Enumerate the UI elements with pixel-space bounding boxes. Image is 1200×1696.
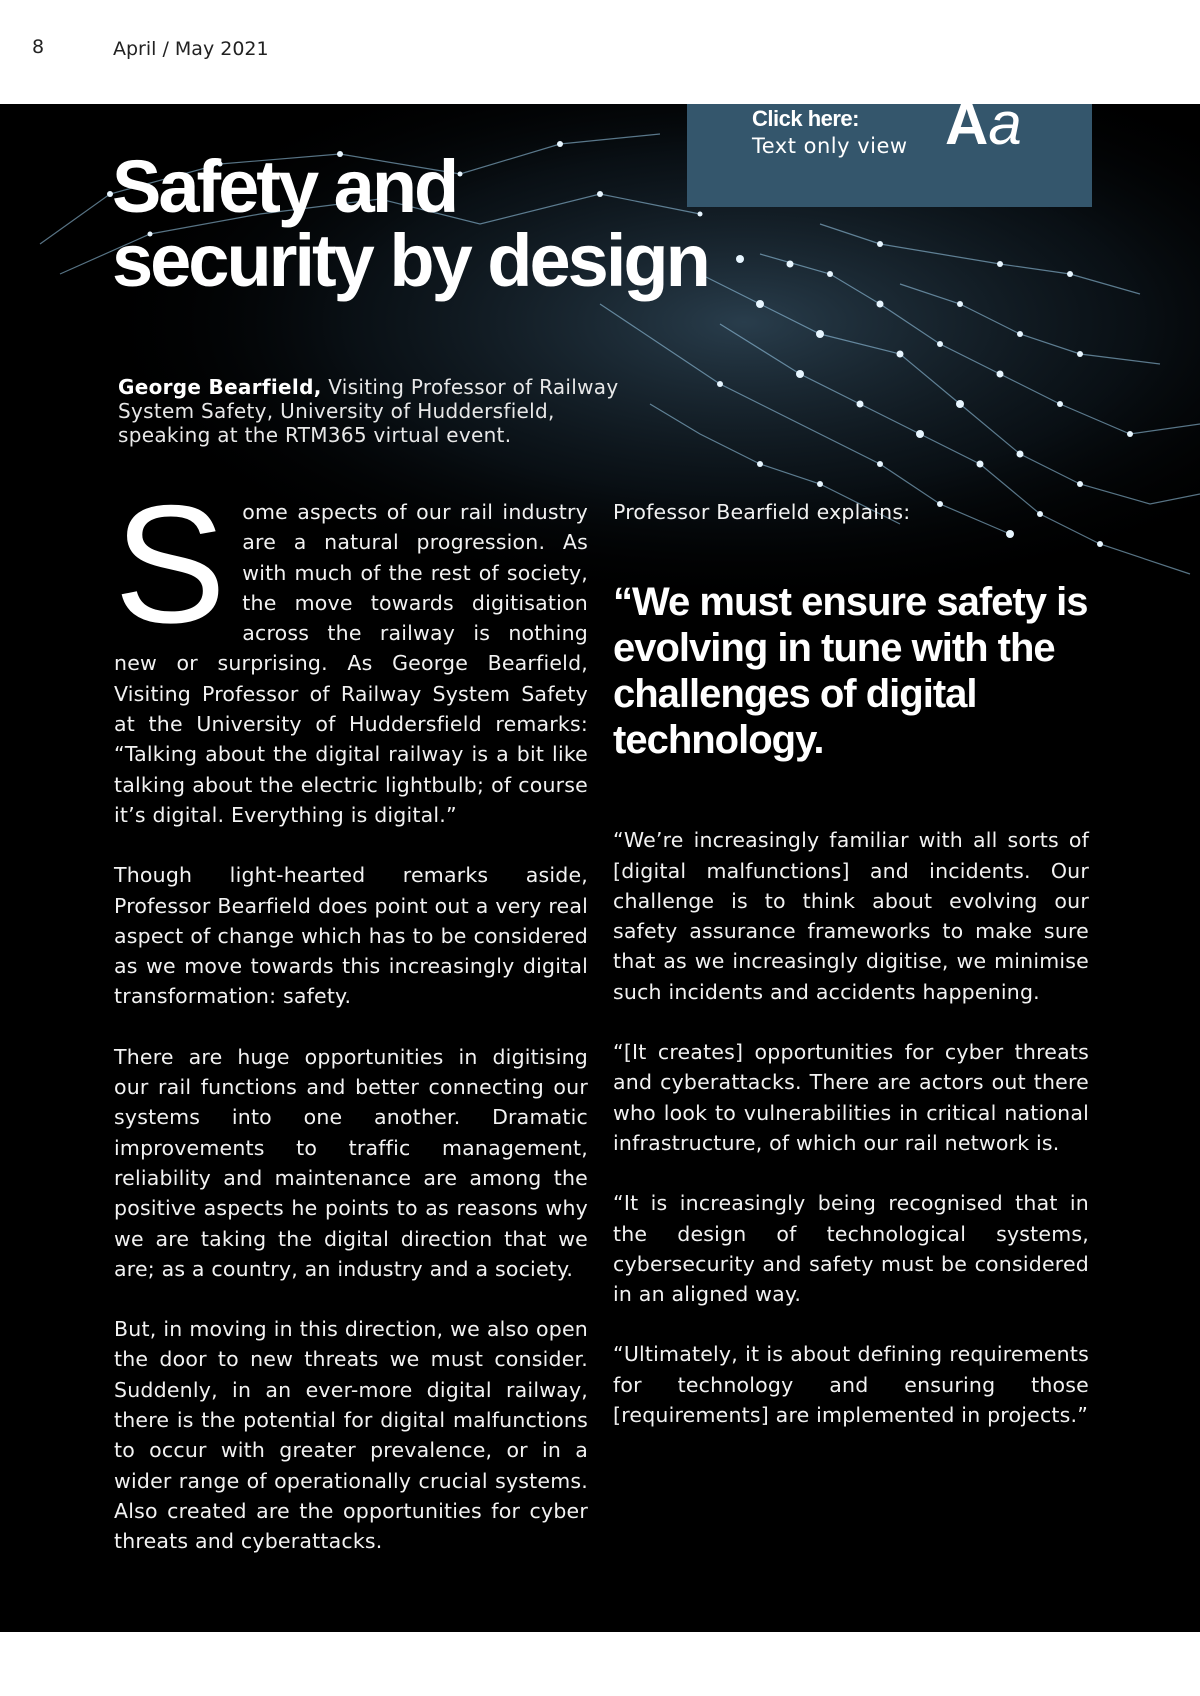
- text-size-icon-small: a: [988, 104, 1022, 157]
- right-column: [613, 497, 1089, 1460]
- issue-date: April / May 2021: [113, 38, 269, 60]
- quote-paragraph: “We’re increasingly familiar with all sorts of [digital malfunctions] and incidents. Our challenge is to think about evolving our safety assurance frameworks to make sure that as we increasingly digitise, we minimise such incidents and accidents happening.: [613, 828, 1089, 1004]
- page-number: 8: [32, 36, 45, 58]
- body-paragraph: Though light-hearted remarks aside, Professor Bearfield does point out a very real aspect of change which has to be considered as we move towards this increasingly digital transformation: safety.: [114, 863, 588, 1009]
- quote-paragraph: “It is increasingly being recognised that in the design of technological systems, cybersecurity and safety must be considered in an aligned way.: [613, 1191, 1089, 1307]
- text-size-icon-big: A: [945, 104, 989, 157]
- left-column: [114, 470, 588, 1587]
- text-size-icon: [945, 104, 1022, 157]
- byline-role: Visiting Professor of Railway System Safety, University of Huddersfield, speaking at the RTM365 virtual event.: [118, 375, 619, 447]
- body-paragraph: Some aspects of our rail industry are a natural progression. As with much of the rest of society, the move towards digitisation across the railway is nothing new or surprising. As George Bearfield, Visiting Professor of Railway System Safety at the University of Huddersfield remarks: “Talking about the digital railway is a bit like talking about the electric lightbulb; of course it’s digital. Everything is digital.”: [114, 470, 588, 827]
- title-line-1: Safety and: [112, 145, 457, 228]
- quote-intro: Professor Bearfield explains:: [613, 500, 911, 524]
- body-paragraph: There are huge opportunities in digitising our rail functions and better connecting our systems into one another. Dramatic improvements to traffic management, reliability and maintenance are among the positive aspects he points to as reasons why we are taking the digital direction that we are; as a country, an industry and a society.: [114, 1044, 588, 1281]
- drop-cap: S: [114, 470, 227, 658]
- article-title: [112, 145, 812, 302]
- quote-paragraph: “Ultimately, it is about defining requirements for technology and ensuring those [requirements] are implemented in projects.”: [613, 1342, 1089, 1428]
- click-here-label: Click here:: [752, 106, 859, 131]
- byline-name: George Bearfield,: [118, 375, 322, 399]
- title-line-2: security by design: [112, 219, 708, 302]
- body-paragraph: But, in moving in this direction, we also open the door to new threats we must consider. Suddenly, in an ever-more digital railway, there is the potential for digital malfunctions to occur with greater prevalence, or in a wider range of operationally crucial systems. Also created are the opportunities for cyber threats and cyberattacks.: [114, 1317, 588, 1554]
- text-only-view-label: Text only view: [752, 134, 908, 158]
- quote-paragraph: “[It creates] opportunities for cyber threats and cyberattacks. There are actors out there who look to vulnerabilities in critical national infrastructure, of which our rail network is.: [613, 1040, 1089, 1155]
- byline: [118, 375, 648, 447]
- pull-quote: “We must ensure safety is evolving in tune with the challenges of digital technology.: [613, 580, 1088, 763]
- article-panel: [0, 104, 1200, 1632]
